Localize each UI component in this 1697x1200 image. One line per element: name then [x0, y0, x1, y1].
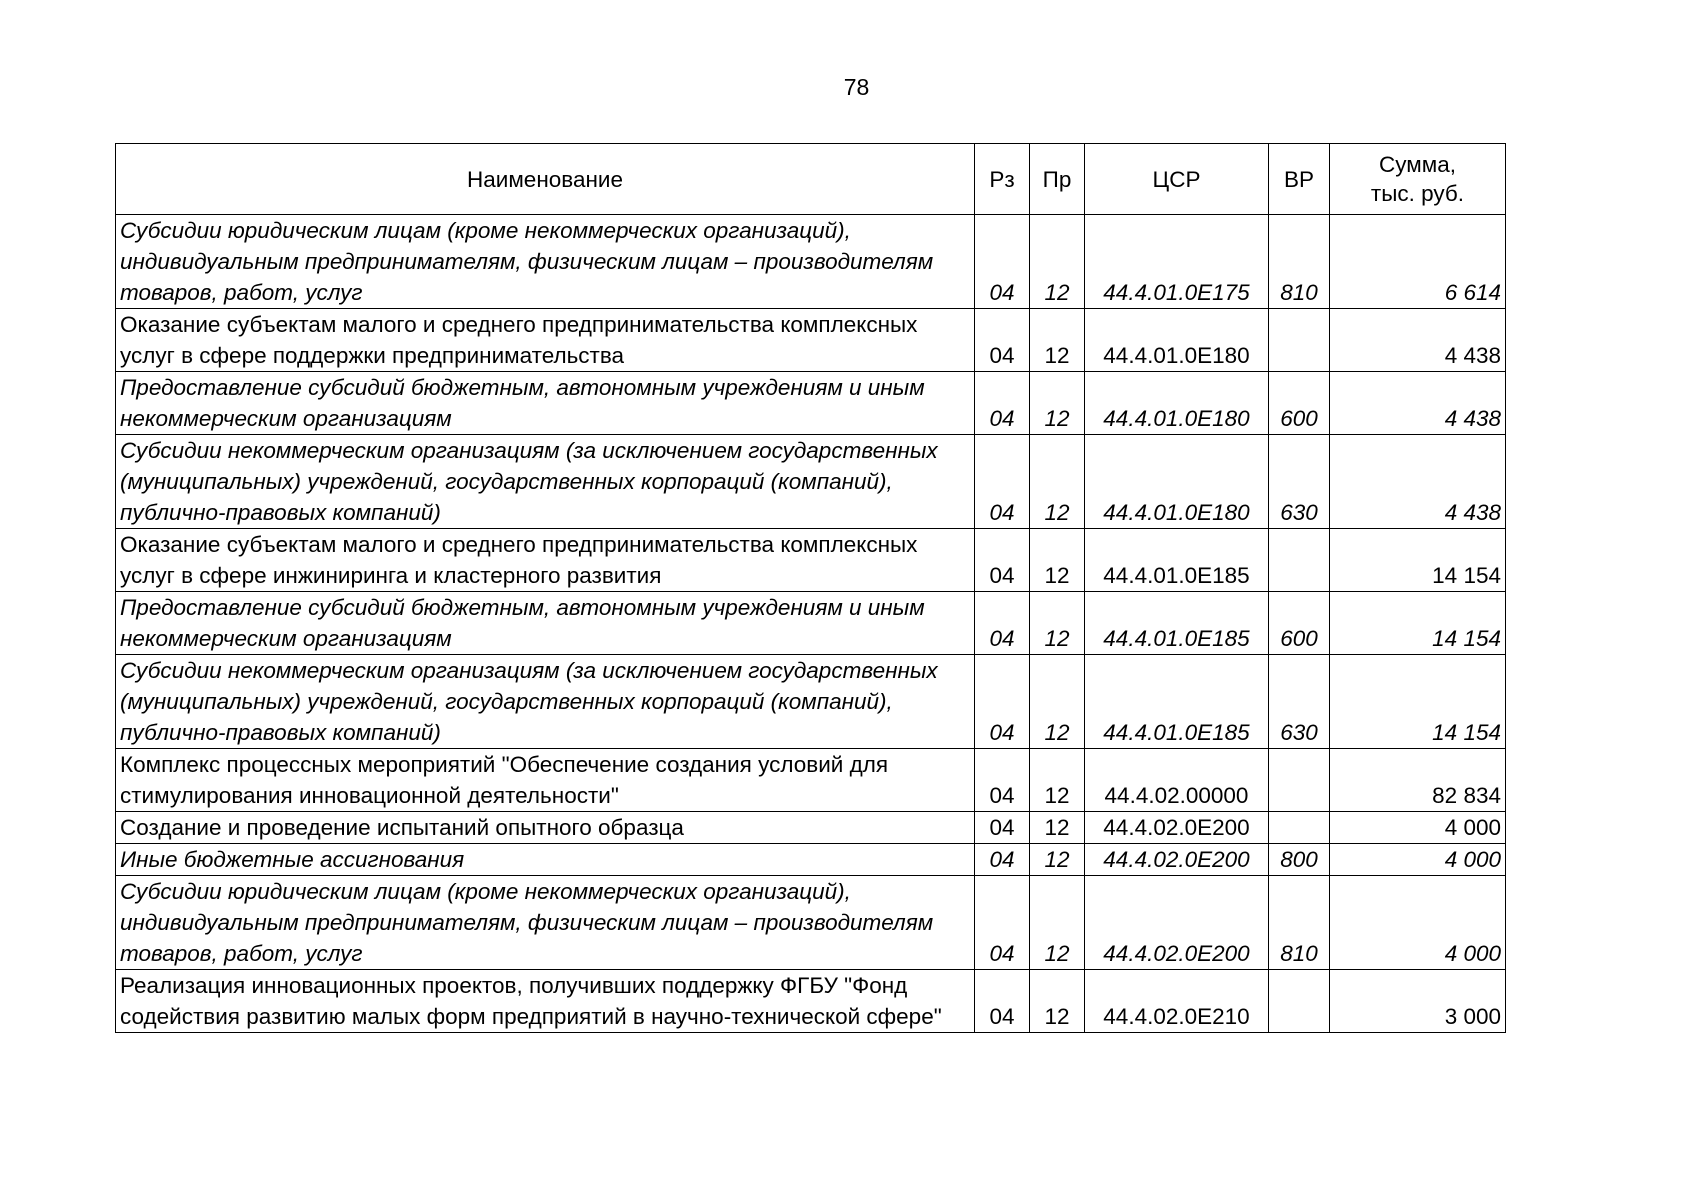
header-vr: ВР: [1269, 144, 1330, 215]
table-row: [116, 812, 1506, 844]
header-csr: ЦСР: [1085, 144, 1269, 215]
row-csr: 44.4.01.0Е185: [1085, 592, 1269, 655]
row-vr: [1269, 970, 1330, 1033]
row-vr: 800: [1269, 844, 1330, 876]
row-rz: 04: [975, 844, 1030, 876]
row-rz: 04: [975, 215, 1030, 309]
row-rz: 04: [975, 529, 1030, 592]
row-name: Предоставление субсидий бюджетным, автономным учреждениям и иным некоммерческим организациям: [116, 592, 975, 655]
row-pr: 12: [1030, 215, 1085, 309]
row-name: Реализация инновационных проектов, получивших поддержку ФГБУ "Фонд содействия развитию малых форм предприятий в научно-технической сфере": [116, 970, 975, 1033]
row-name: Субсидии юридическим лицам (кроме некоммерческих организаций), индивидуальным предпринимателям, физическим лицам – производителям товаров, работ, услуг: [116, 215, 975, 309]
table-row: [116, 749, 1506, 812]
row-sum: 3 000: [1330, 970, 1506, 1033]
row-sum: 4 000: [1330, 876, 1506, 970]
row-name: Субсидии некоммерческим организациям (за исключением государственных (муниципальных) учреждений, государственных корпораций (компаний), публично-правовых компаний): [116, 435, 975, 529]
row-vr: [1269, 749, 1330, 812]
row-pr: 12: [1030, 435, 1085, 529]
row-csr: 44.4.02.0Е200: [1085, 876, 1269, 970]
row-name: Оказание субъектам малого и среднего предпринимательства комплексных услуг в сфере поддержки предпринимательства: [116, 309, 975, 372]
row-rz: 04: [975, 749, 1030, 812]
table-row: [116, 435, 1506, 529]
row-sum: 14 154: [1330, 592, 1506, 655]
row-vr: 810: [1269, 876, 1330, 970]
row-csr: 44.4.01.0Е175: [1085, 215, 1269, 309]
table-row: [116, 970, 1506, 1033]
row-name: Оказание субъектам малого и среднего предпринимательства комплексных услуг в сфере инжиниринга и кластерного развития: [116, 529, 975, 592]
row-rz: 04: [975, 372, 1030, 435]
row-sum: 82 834: [1330, 749, 1506, 812]
table-row: [116, 876, 1506, 970]
table-row: [116, 372, 1506, 435]
table-row: [116, 592, 1506, 655]
row-pr: 12: [1030, 309, 1085, 372]
row-csr: 44.4.01.0Е185: [1085, 655, 1269, 749]
table-row: [116, 309, 1506, 372]
row-vr: 600: [1269, 372, 1330, 435]
row-sum: 4 000: [1330, 812, 1506, 844]
table-row: [116, 655, 1506, 749]
row-rz: 04: [975, 970, 1030, 1033]
row-vr: [1269, 309, 1330, 372]
row-rz: 04: [975, 435, 1030, 529]
header-rz: Рз: [975, 144, 1030, 215]
row-sum: 6 614: [1330, 215, 1506, 309]
row-name: Субсидии некоммерческим организациям (за исключением государственных (муниципальных) учреждений, государственных корпораций (компаний), публично-правовых компаний): [116, 655, 975, 749]
row-name: Предоставление субсидий бюджетным, автономным учреждениям и иным некоммерческим организациям: [116, 372, 975, 435]
row-rz: 04: [975, 592, 1030, 655]
header-pr: Пр: [1030, 144, 1085, 215]
row-pr: 12: [1030, 372, 1085, 435]
row-name: Субсидии юридическим лицам (кроме некоммерческих организаций), индивидуальным предпринимателям, физическим лицам – производителям товаров, работ, услуг: [116, 876, 975, 970]
row-sum: 4 438: [1330, 309, 1506, 372]
row-sum: 14 154: [1330, 655, 1506, 749]
row-pr: 12: [1030, 655, 1085, 749]
row-rz: 04: [975, 655, 1030, 749]
row-vr: 630: [1269, 435, 1330, 529]
row-vr: 630: [1269, 655, 1330, 749]
header-sum-line2: тыс. руб.: [1370, 181, 1465, 206]
row-pr: 12: [1030, 529, 1085, 592]
table-header-row: [116, 144, 1506, 215]
row-name: Комплекс процессных мероприятий "Обеспечение создания условий для стимулирования инновационной деятельности": [116, 749, 975, 812]
row-sum: 4 438: [1330, 372, 1506, 435]
budget-table: [115, 143, 1506, 1033]
row-csr: 44.4.01.0Е180: [1085, 435, 1269, 529]
row-pr: 12: [1030, 592, 1085, 655]
row-sum: 4 438: [1330, 435, 1506, 529]
row-pr: 12: [1030, 970, 1085, 1033]
row-vr: 600: [1269, 592, 1330, 655]
row-pr: 12: [1030, 844, 1085, 876]
row-csr: 44.4.01.0Е180: [1085, 309, 1269, 372]
row-pr: 12: [1030, 812, 1085, 844]
row-csr: 44.4.02.0Е200: [1085, 812, 1269, 844]
row-pr: 12: [1030, 876, 1085, 970]
header-sum-line1: Сумма,: [1379, 152, 1456, 177]
row-name: Создание и проведение испытаний опытного образца: [116, 812, 975, 844]
row-sum: 14 154: [1330, 529, 1506, 592]
row-name: Иные бюджетные ассигнования: [116, 844, 975, 876]
row-pr: 12: [1030, 749, 1085, 812]
row-csr: 44.4.02.0Е210: [1085, 970, 1269, 1033]
row-rz: 04: [975, 812, 1030, 844]
row-rz: 04: [975, 876, 1030, 970]
row-csr: 44.4.02.0Е200: [1085, 844, 1269, 876]
row-vr: [1269, 529, 1330, 592]
row-vr: 810: [1269, 215, 1330, 309]
row-csr: 44.4.01.0Е185: [1085, 529, 1269, 592]
page-number: 78: [843, 74, 870, 100]
header-sum: [1330, 144, 1506, 215]
row-csr: 44.4.02.00000: [1085, 749, 1269, 812]
table-row: [116, 215, 1506, 309]
row-rz: 04: [975, 309, 1030, 372]
table-row: [116, 844, 1506, 876]
row-csr: 44.4.01.0Е180: [1085, 372, 1269, 435]
table-row: [116, 529, 1506, 592]
row-vr: [1269, 812, 1330, 844]
row-sum: 4 000: [1330, 844, 1506, 876]
header-name: Наименование: [116, 144, 975, 215]
